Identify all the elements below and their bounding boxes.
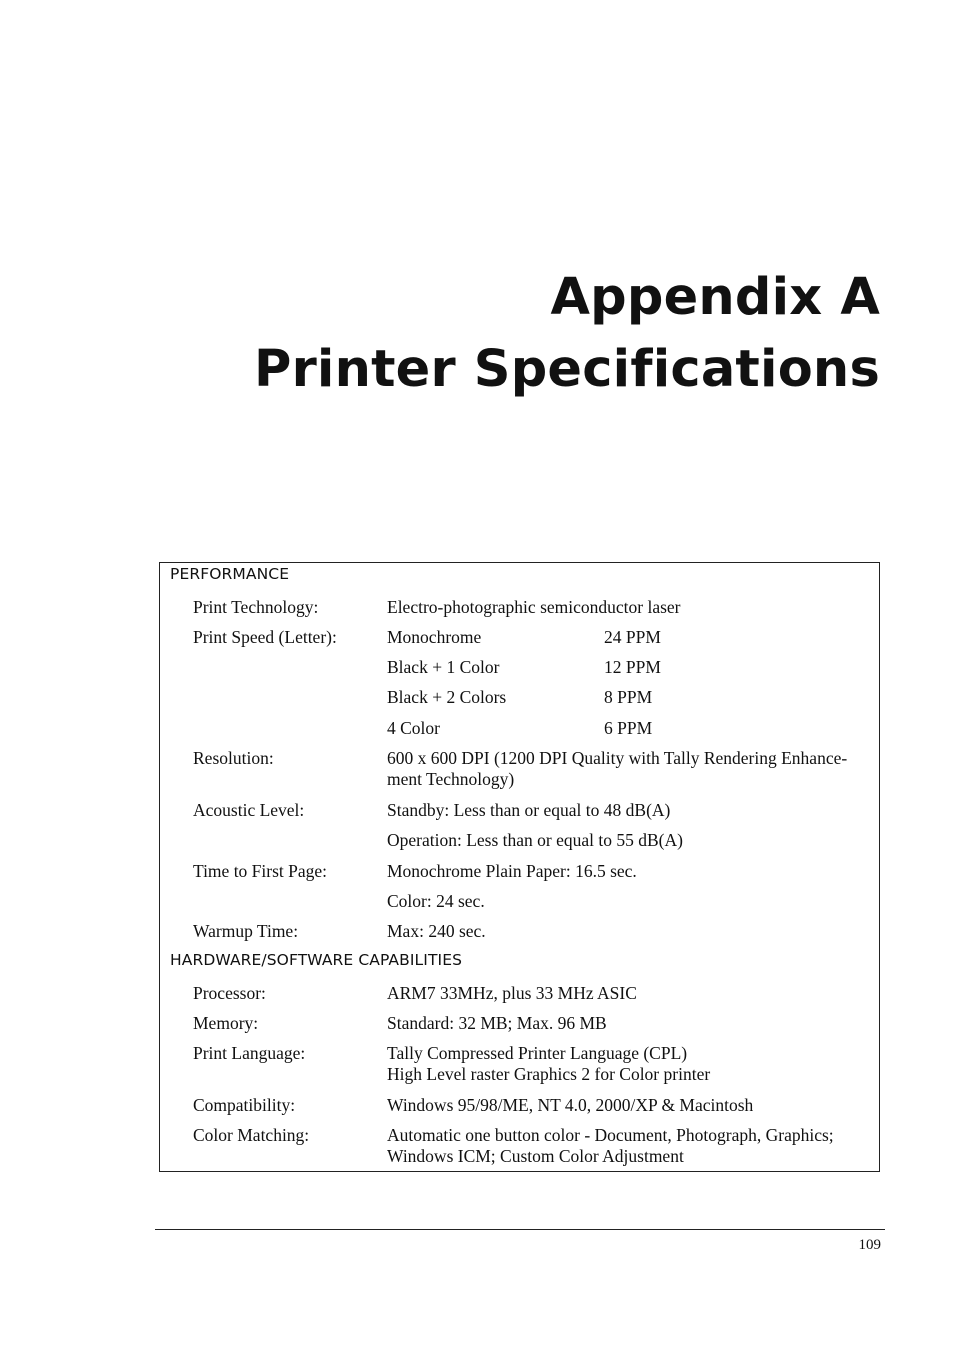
speed-value: 12 PPM [604,657,661,677]
spec-label: Color Matching: [193,1125,310,1145]
spec-value [387,748,877,790]
spec-label: Processor: [193,983,266,1003]
spec-value: Windows 95/98/ME, NT 4.0, 2000/XP & Macintosh [387,1095,754,1115]
spec-value: Standby: Less than or equal to 48 dB(A) [387,800,671,820]
spec-label: Print Language: [193,1043,306,1063]
spec-value [387,1043,877,1085]
spec-label: Print Technology: [193,597,319,617]
spec-value [387,1125,877,1167]
spec-value: ARM7 33MHz, plus 33 MHz ASIC [387,983,637,1003]
spec-label: Warmup Time: [193,921,299,941]
speed-mode: Black + 2 Colors [387,687,507,707]
spec-label: Print Speed (Letter): [193,627,337,647]
performance-heading: PERFORMANCE [170,565,290,583]
page-number: 109 [858,1237,881,1253]
title-line-1: Appendix A [550,268,880,327]
spec-value-line: Windows ICM; Custom Color Adjustment [387,1146,684,1166]
spec-value: Standard: 32 MB; Max. 96 MB [387,1013,607,1033]
title-line-2: Printer Specifications [253,340,880,399]
speed-mode: Black + 1 Color [387,657,500,677]
specifications-table [159,562,880,1172]
speed-mode: 4 Color [387,718,440,738]
spec-value-line: Tally Compressed Printer Language (CPL) [387,1043,688,1063]
spec-value: Operation: Less than or equal to 55 dB(A) [387,830,683,850]
speed-mode: Monochrome [387,627,482,647]
spec-value-line: Automatic one button color - Document, Photograph, Graphics; [387,1125,834,1145]
spec-value-line: High Level raster Graphics 2 for Color printer [387,1064,711,1084]
speed-value: 8 PPM [604,687,653,707]
spec-value: Electro-photographic semiconductor laser [387,597,681,617]
spec-value: Monochrome Plain Paper: 16.5 sec. [387,861,637,881]
spec-value-line: ment Technology) [387,769,515,789]
spec-label: Acoustic Level: [193,800,305,820]
spec-label: Time to First Page: [193,861,328,881]
spec-label: Memory: [193,1013,259,1033]
spec-value-line: 600 x 600 DPI (1200 DPI Quality with Tally Rendering Enhance- [387,748,848,768]
footer-divider [155,1229,885,1230]
spec-value: Color: 24 sec. [387,891,485,911]
spec-value: Max: 240 sec. [387,921,486,941]
speed-value: 6 PPM [604,718,653,738]
speed-value: 24 PPM [604,627,661,647]
spec-label: Resolution: [193,748,274,768]
page-title [254,262,880,406]
hardware-heading: HARDWARE/SOFTWARE CAPABILITIES [170,951,463,969]
spec-label: Compatibility: [193,1095,296,1115]
